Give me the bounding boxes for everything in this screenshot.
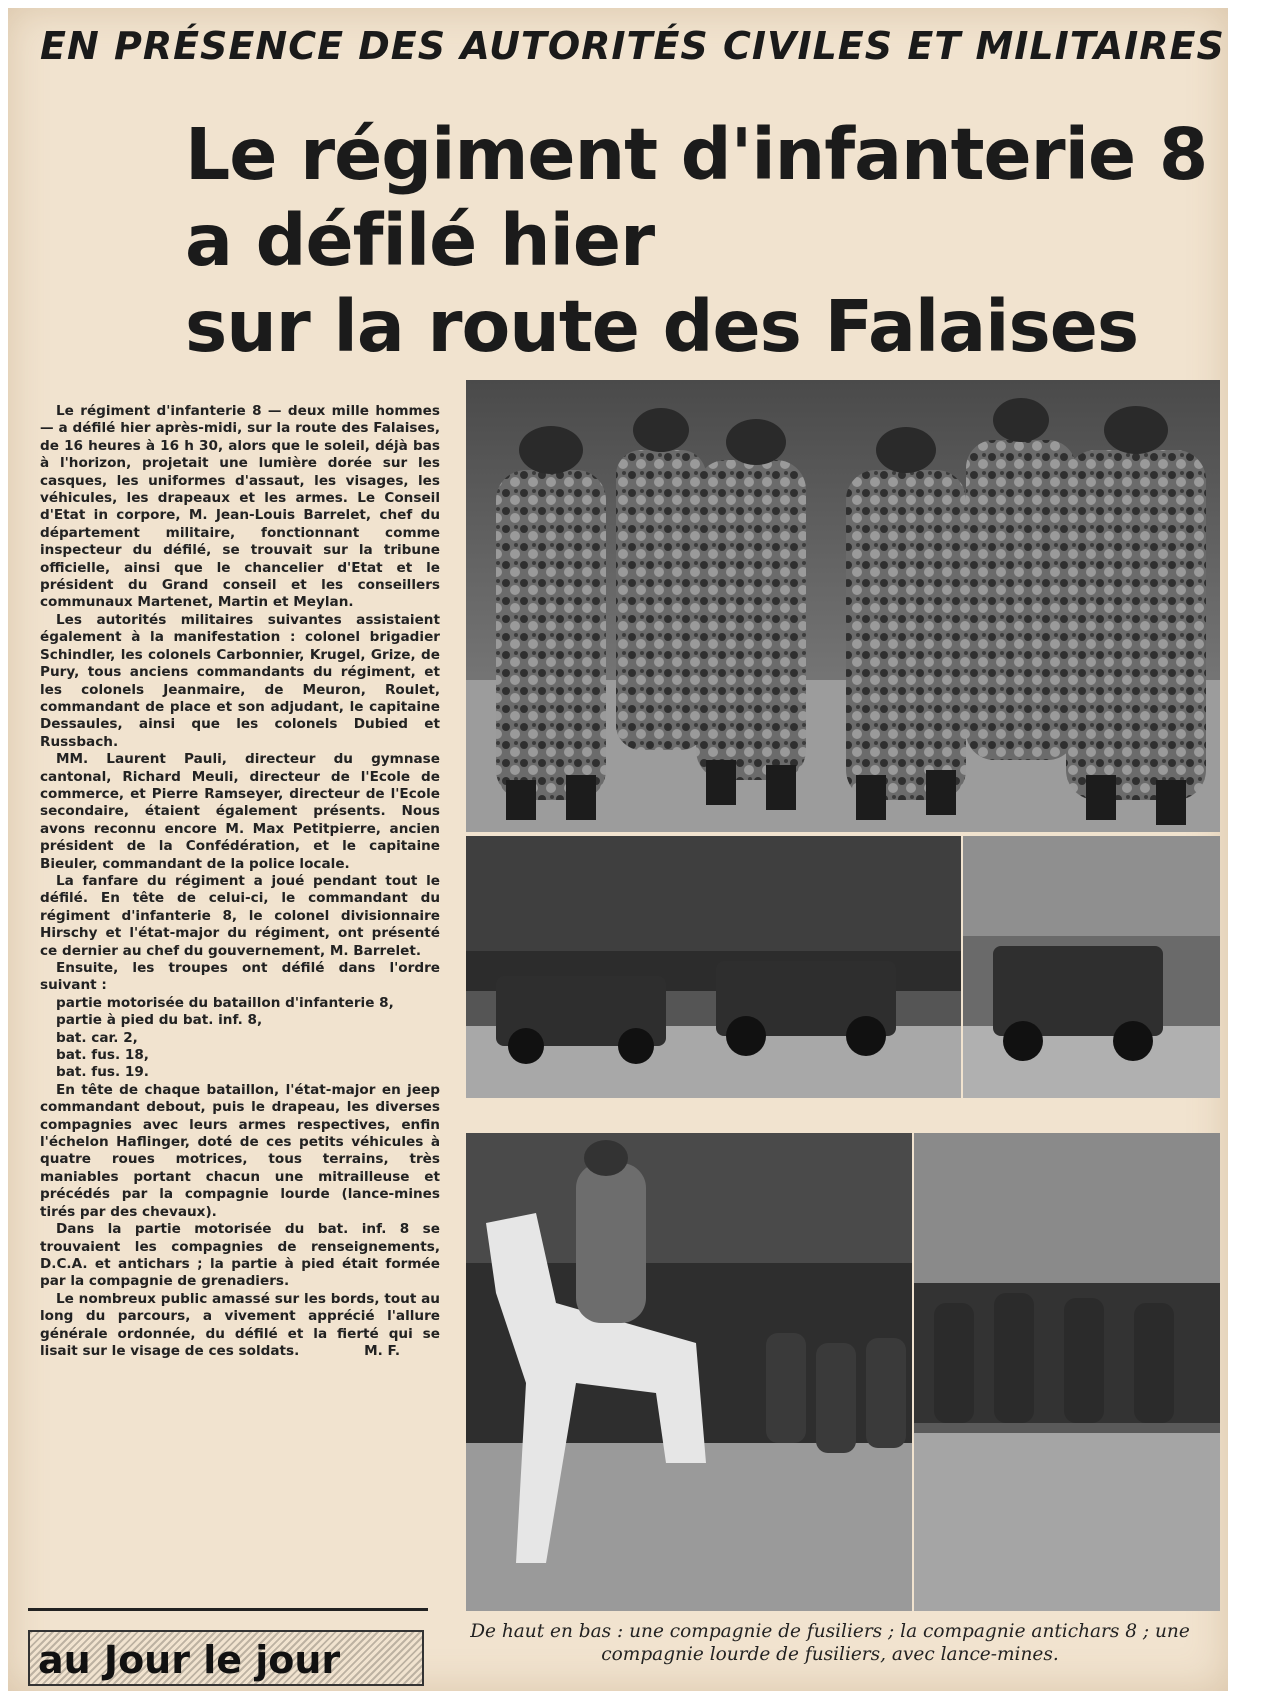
photo-horse-rider bbox=[466, 1133, 912, 1611]
paragraph: La fanfare du régiment a joué pendant tout le défilé. En tête de celui-ci, le commandant du régiment d'infanterie 8, le colonel divisionnaire Hirschy et l'état-major du régiment, ont présenté ce dernier au chef du gouvernement, M. Barrelet. bbox=[40, 872, 440, 959]
order-item: bat. fus. 19. bbox=[56, 1064, 149, 1081]
headline-line-2: a défilé hier bbox=[185, 199, 655, 282]
divider bbox=[28, 1608, 428, 1611]
paragraph-text: Le nombreux public amassé sur les bords, tout au long du parcours, a vivement apprécié l'allure générale ordonnée, du défilé et la fierté qui se lisait sur le visage de ces soldats. bbox=[40, 1290, 440, 1359]
photo-jeep-column bbox=[963, 836, 1220, 1098]
paragraph bbox=[40, 1291, 440, 1361]
paragraph: En tête de chaque bataillon, l'état-major en jeep commandant debout, puis le drapeau, les diverses compagnies avec leurs armes respectives, enfin l'échelon Haflinger, doté de ces petits véhicules à quatre roues motrices, tous terrains, très maniables portant chacun une mitrailleuse et précédés par la compagnie lourde (lance-mines tirés par des chevaux). bbox=[40, 1081, 440, 1220]
kicker: EN PRÉSENCE DES AUTORITÉS CIVILES ET MILITAIRES bbox=[40, 24, 1225, 68]
article-body bbox=[40, 403, 440, 1360]
paragraph: Dans la partie motorisée du bat. inf. 8 se trouvaient les compagnies de renseignements, D.C.A. et antichars ; la partie à pied était formée par la compagnie de grenadiers. bbox=[40, 1221, 440, 1290]
paragraph: Le régiment d'infanterie 8 — deux mille hommes — a défilé hier après-midi, sur la route des Falaises, de 16 heures à 16 h 30, alors que le soleil, déjà bas à l'horizon, projetait une lumière dorée sur les casques, les uniformes d'assaut, les visages, les véhicules, les drapeaux et les armes. Le Conseil d'Etat in corpore, M. Jean-Louis Barrelet, chef du département militaire, fonctionnant comme inspecteur du défilé, se trouvait sur la tribune officielle, ainsi que le chancelier d'Etat et le président du Grand conseil et les conseillers communaux Martenet, Martin et Meylan. bbox=[40, 403, 440, 611]
photo-antitank-jeeps bbox=[466, 836, 961, 1098]
rubric-label: au Jour le jour bbox=[28, 1630, 424, 1686]
order-item: partie à pied du bat. inf. 8, bbox=[56, 1012, 263, 1029]
headline-line-1: Le régiment d'infanterie 8 bbox=[185, 113, 1208, 196]
order-item: partie motorisée du bataillon d'infanterie 8, bbox=[56, 994, 394, 1011]
signature: M. F. bbox=[364, 1342, 400, 1359]
photo-marching-fusiliers bbox=[466, 380, 1220, 832]
paragraph: MM. Laurent Pauli, directeur du gymnase cantonal, Richard Meuli, directeur de l'Ecole de commerce, et Pierre Ramseyer, directeur de l'Ecole secondaire, étaient également présents. Nous avons reconnu encore M. Max Petitpierre, ancien président de la Confédération, et le capitaine Bieuler, commandant de la police locale. bbox=[40, 751, 440, 872]
order-item: bat. fus. 18, bbox=[56, 1047, 149, 1064]
photo-caption: De haut en bas : une compagnie de fusiliers ; la compagnie antichars 8 ; une compagnie lourde de fusiliers, avec lance-mines. bbox=[470, 1621, 1190, 1665]
headline-line-3: sur la route des Falaises bbox=[185, 285, 1139, 368]
order-item: bat. car. 2, bbox=[56, 1029, 138, 1046]
photo-heavy-company bbox=[914, 1133, 1220, 1611]
paragraph: Ensuite, les troupes ont défilé dans l'ordre suivant : bbox=[40, 960, 440, 994]
paragraph: Les autorités militaires suivantes assistaient également à la manifestation : colonel brigadier Schindler, les colonels Carbonnier, Krugel, Grize, de Pury, tous anciens commandants du régiment, et les colonels Jeanmaire, de Meuron, Roulet, commandant de place et son adjudant, le capitaine Dessaules, ainsi que les colonels Dubied et Russbach. bbox=[40, 611, 440, 750]
headline bbox=[185, 112, 1255, 370]
